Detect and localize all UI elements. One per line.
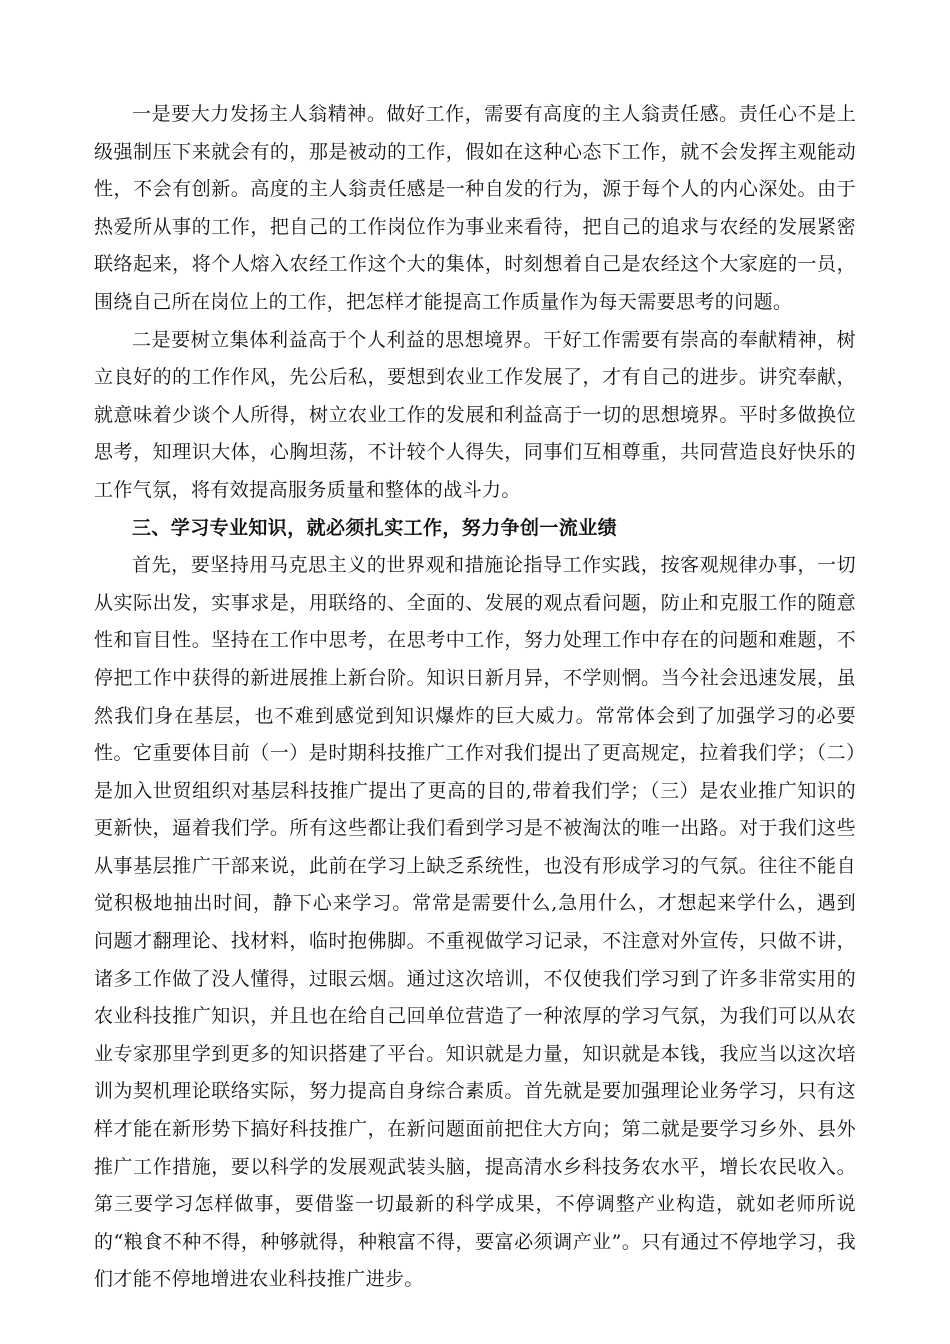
document-page: [94, 96, 856, 1299]
section-heading: 三、学习专业知识，就必须扎实工作，努力争创一流业绩: [132, 516, 618, 539]
paragraph-learning: 首先，要坚持用马克思主义的世界观和措施论指导工作实践，按客观规律办事，一切从实际出发，实事求是，用联络的、全面的、发展的观点看问题，防止和克服工作的随意性和盲目性。坚持在工作中思考，在思考中工作，努力处理工作中存在的问题和难题，不停把工作中获得的新进展推上新台阶。知识日新月异，不学则惘。当今社会迅速发展，虽然我们身在基层，也不难到感觉到知识爆炸的巨大威力。常常体会到了加强学习的必要性。它重要体目前（一）是时期科技推广工作对我们提出了更高规定，拉着我们学；（二）是加入世贸组织对基层科技推广提出了更高的目的,带着我们学；（三）是农业推广知识的更新快，逼着我们学。所有这些都让我们看到学习是不被淘汰的唯一出路。对于我们这些从事基层推广干部来说，此前在学习上缺乏系统性，也没有形成学习的气氛。往往不能自觉积极地抽出时间，静下心来学习。常常是需要什么,急用什么，才想起来学什么，遇到问题才翻理论、找材料，临时抱佛脚。不重视做学习记录，不注意对外宣传，只做不讲，诸多工作做了没人懂得，过眼云烟。通过这次培训，不仅使我们学习到了许多非常实用的农业科技推广知识，并且也在给自己回单位营造了一种浓厚的学习气氛，为我们可以从农业专家那里学到更多的知识搭建了平台。知识就是力量，知识就是本钱，我应当以这次培训为契机理论联络实际，努力提高自身综合素质。首先就是要加强理论业务学习，只有这样才能在新形势下搞好科技推广，在新问题面前把住大方向；第二就是要学习乡外、县外推广工作措施，要以科学的发展观武装头脑，提高清水乡科技务农水平，增长农民收入。第三要学习怎样做事，要借鉴一切最新的科学成果，不停调整产业构造，就如老师所说的“粮食不种不得，种够就得，种粮富不得，要富必须调产业”。只有通过不停地学习，我们才能不停地增进农业科技推广进步。: [94, 554, 856, 1291]
paragraph-collective-interest: 二是要树立集体利益高于个人利益的思想境界。干好工作需要有崇高的奉献精神，树立良好的的工作作风，先公后私，要想到农业工作发展了，才有自己的进步。讲究奉献，就意味着少谈个人所得，树立农业工作的发展和利益高于一切的思想境界。平时多做换位思考，知理识大体，心胸坦荡，不计较个人得失，同事们互相尊重，共同营造良好快乐的工作气氛，将有效提高服务质量和整体的战斗力。: [94, 328, 856, 501]
paragraph-ownership-spirit: 一是要大力发扬主人翁精神。做好工作，需要有高度的主人翁责任感。责任心不是上级强制压下来就会有的，那是被动的工作，假如在这种心态下工作，就不会发挥主观能动性，不会有创新。高度的主人翁责任感是一种自发的行为，源于每个人的内心深处。由于热爱所从事的工作，把自己的工作岗位作为事业来看待，把自己的追求与农经的发展紧密联络起来，将个人熔入农经工作这个大的集体，时刻想着自己是农经这个大家庭的一员，围绕自己所在岗位上的工作，把怎样才能提高工作质量作为每天需要思考的问题。: [94, 103, 856, 313]
